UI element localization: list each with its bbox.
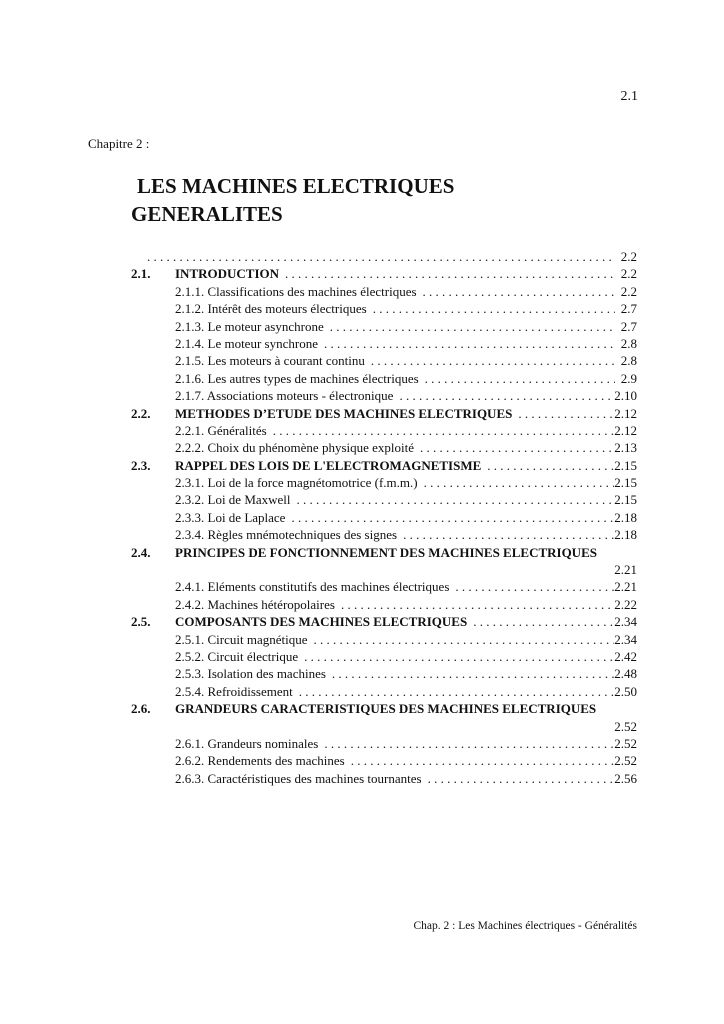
toc-subsection-entry[interactable] — [131, 283, 637, 300]
toc-subsection-entry[interactable] — [131, 735, 637, 752]
toc-leader-dots — [141, 248, 615, 265]
toc-subsection-entry[interactable] — [131, 474, 637, 491]
toc-section-entry[interactable] — [131, 613, 637, 630]
toc-section-number: 2.4. — [131, 544, 151, 560]
toc-page-number: 2.15 — [614, 492, 637, 508]
toc-page-number: 2.2 — [620, 249, 637, 264]
toc-subsection-entry[interactable] — [131, 439, 637, 456]
toc-section-entry[interactable] — [131, 544, 637, 561]
toc-subsection-entry[interactable] — [131, 335, 637, 352]
toc-subsection-entry[interactable] — [131, 387, 637, 404]
toc-subsection-entry[interactable] — [131, 491, 637, 508]
toc-leader-dots — [397, 526, 614, 543]
table-of-contents — [131, 248, 637, 787]
toc-leader-dots — [393, 387, 614, 404]
toc-entry-title: 2.1.4. Le moteur synchrone — [175, 335, 318, 351]
toc-entry-title: 2.6.1. Grandeurs nominales — [175, 735, 319, 751]
toc-page-number: 2.15 — [614, 457, 637, 473]
toc-section-page-continuation — [131, 718, 637, 735]
page-number: 2.1 — [620, 89, 638, 104]
toc-leader-dots — [345, 752, 615, 769]
toc-leader-dots — [367, 300, 615, 317]
toc-page-number: 2.2 — [620, 266, 637, 282]
toc-page-number: 2.22 — [614, 596, 637, 612]
toc-subsection-entry[interactable] — [131, 683, 637, 700]
toc-subsection-entry[interactable] — [131, 578, 637, 595]
toc-leader-dots — [335, 596, 614, 613]
toc-entry-title: RAPPEL DES LOIS DE L'ELECTROMAGNETISME — [175, 457, 482, 473]
toc-entry-title: 2.5.2. Circuit électrique — [175, 648, 299, 664]
toc-leader-dots — [279, 265, 615, 282]
toc-leader-dots — [422, 770, 615, 787]
chapter-title-line-2: GENERALITES — [131, 202, 283, 226]
toc-section-entry[interactable] — [131, 700, 637, 717]
toc-page-number: 2.52 — [614, 753, 637, 769]
toc-entry-title: COMPOSANTS DES MACHINES ELECTRIQUES — [175, 614, 468, 630]
toc-leader-dots — [291, 491, 615, 508]
toc-leader-dots — [318, 735, 614, 752]
toc-page-number: 2.52 — [614, 735, 637, 751]
toc-leader-dots — [418, 474, 615, 491]
toc-entry-title: METHODES D’ETUDE DES MACHINES ELECTRIQUES — [175, 405, 513, 421]
toc-subsection-entry[interactable] — [131, 509, 637, 526]
toc-entry-title: INTRODUCTION — [175, 266, 280, 282]
toc-subsection-entry[interactable] — [131, 352, 637, 369]
toc-entry-title: 2.5.1. Circuit magnétique — [175, 631, 308, 647]
toc-page-number: 2.8 — [620, 353, 637, 369]
toc-entry-title: 2.3.1. Loi de la force magnétomotrice (f.m.m.) — [175, 475, 418, 491]
toc-page-number: 2.10 — [614, 388, 637, 404]
toc-entry-title: PRINCIPES DE FONCTIONNEMENT DES MACHINES ELECTRIQUES — [175, 544, 597, 560]
toc-entry-title: 2.6.3. Caractéristiques des machines tournantes — [175, 770, 422, 786]
toc-entry-title: 2.1.5. Les moteurs à courant continu — [175, 353, 365, 369]
toc-page-number: 2.18 — [614, 527, 637, 543]
toc-leader-dots — [324, 318, 615, 335]
toc-leader-dots — [293, 683, 615, 700]
toc-page-number: 2.34 — [614, 631, 637, 647]
toc-entry-title: GRANDEURS CARACTERISTIQUES DES MACHINES ELECTRIQUES — [175, 701, 597, 717]
toc-leader-dots — [298, 648, 614, 665]
toc-subsection-entry[interactable] — [131, 665, 637, 682]
toc-entry-title: 2.1.3. Le moteur asynchrone — [175, 318, 324, 334]
toc-entry-title: 2.5.4. Refroidissement — [175, 683, 293, 699]
toc-subsection-entry[interactable] — [131, 526, 637, 543]
toc-section-entry[interactable] — [131, 265, 637, 282]
chapter-label: Chapitre 2 : — [88, 136, 150, 151]
toc-page-number: 2.56 — [614, 770, 637, 786]
toc-page-number: 2.12 — [614, 405, 637, 421]
toc-entry-title: 2.2.1. Généralités — [175, 422, 267, 438]
toc-subsection-entry[interactable] — [131, 631, 637, 648]
toc-leader-dots — [285, 509, 614, 526]
toc-top-entry[interactable] — [131, 248, 637, 265]
toc-leader-dots — [308, 631, 615, 648]
toc-page-number: 2.21 — [614, 579, 637, 595]
toc-leader-dots — [467, 613, 614, 630]
toc-page-number: 2.52 — [614, 718, 637, 734]
toc-subsection-entry[interactable] — [131, 648, 637, 665]
toc-page-number: 2.42 — [614, 648, 637, 664]
toc-subsection-entry[interactable] — [131, 422, 637, 439]
toc-page-number: 2.8 — [620, 335, 637, 351]
toc-leader-dots — [267, 422, 615, 439]
toc-subsection-entry[interactable] — [131, 770, 637, 787]
toc-entry-title: 2.4.1. Eléments constitutifs des machines électriques — [175, 579, 450, 595]
toc-leader-dots — [481, 457, 614, 474]
toc-entry-title: 2.2.2. Choix du phénomène physique exploité — [175, 440, 415, 456]
toc-page-number: 2.48 — [614, 666, 637, 682]
toc-subsection-entry[interactable] — [131, 752, 637, 769]
toc-section-number: 2.1. — [131, 266, 151, 282]
toc-entry-title: 2.3.4. Règles mnémotechniques des signes — [175, 527, 398, 543]
toc-section-entry[interactable] — [131, 457, 637, 474]
toc-section-page-continuation — [131, 561, 637, 578]
toc-subsection-entry[interactable] — [131, 300, 637, 317]
toc-entry-title: 2.1.1. Classifications des machines électriques — [175, 283, 417, 299]
chapter-title — [131, 172, 611, 228]
toc-subsection-entry[interactable] — [131, 370, 637, 387]
toc-page-number: 2.50 — [614, 683, 637, 699]
page-footer: Chap. 2 : Les Machines électriques - Généralités — [413, 920, 637, 932]
toc-entry-title: 2.4.2. Machines hétéropolaires — [175, 596, 335, 612]
toc-entry-title: 2.6.2. Rendements des machines — [175, 753, 345, 769]
toc-entry-title: 2.3.3. Loi de Laplace — [175, 509, 286, 525]
toc-leader-dots — [326, 665, 614, 682]
toc-entry-title: 2.5.3. Isolation des machines — [175, 666, 326, 682]
toc-page-number: 2.7 — [620, 301, 637, 317]
toc-section-number: 2.2. — [131, 405, 151, 421]
toc-entry-title: 2.3.2. Loi de Maxwell — [175, 492, 291, 508]
toc-section-number: 2.3. — [131, 457, 151, 473]
toc-page-number: 2.7 — [620, 318, 637, 334]
toc-page-number: 2.2 — [620, 283, 637, 299]
toc-subsection-entry[interactable] — [131, 596, 637, 613]
toc-section-number: 2.6. — [131, 701, 151, 717]
toc-entry-title: 2.1.2. Intérêt des moteurs électriques — [175, 301, 367, 317]
toc-section-entry[interactable] — [131, 405, 637, 422]
toc-page-number: 2.9 — [620, 370, 637, 386]
toc-leader-dots — [414, 439, 614, 456]
toc-leader-dots — [417, 283, 615, 300]
toc-section-number: 2.5. — [131, 614, 151, 630]
toc-leader-dots — [318, 335, 615, 352]
toc-page-number: 2.34 — [614, 614, 637, 630]
toc-entry-title: 2.1.6. Les autres types de machines électriques — [175, 370, 419, 386]
toc-subsection-entry[interactable] — [131, 318, 637, 335]
toc-page-number: 2.15 — [614, 475, 637, 491]
toc-page-number: 2.12 — [614, 422, 637, 438]
chapter-title-line-1: LES MACHINES ELECTRIQUES — [137, 174, 455, 198]
toc-leader-dots — [449, 578, 614, 595]
toc-leader-dots — [365, 352, 615, 369]
toc-leader-dots — [512, 405, 614, 422]
toc-page-number: 2.21 — [614, 562, 637, 578]
toc-page-number: 2.18 — [614, 509, 637, 525]
toc-page-number: 2.13 — [614, 440, 637, 456]
toc-leader-dots — [419, 370, 615, 387]
toc-entry-title: 2.1.7. Associations moteurs - électronique — [175, 388, 394, 404]
